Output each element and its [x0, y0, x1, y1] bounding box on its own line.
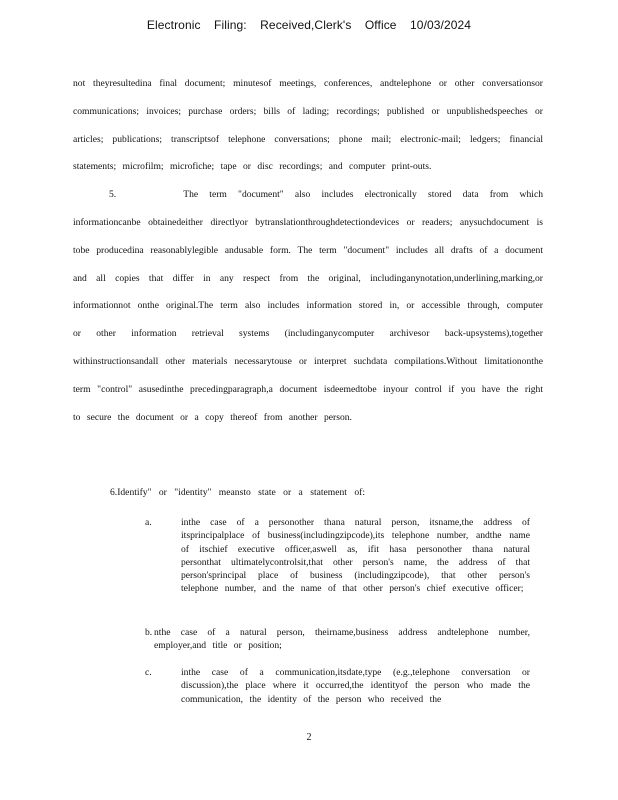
- continuation-paragraph: not theyresultedina final document; minutesof meetings, conferences, andtelephone or other conversationsor communications; invoices; purchase orders; bills of lading; recordings; published or unpublishedspeeches or articles; publications; transcriptsof telephone conversations; phone mail; electronic-mail; ledgers; financial statements; microfilm; microfiche; tape or disc recordings; and computer print-outs.: [73, 78, 543, 173]
- paragraph-number: 5.: [109, 189, 117, 201]
- document-body: [73, 70, 543, 431]
- definition-item-b: [145, 626, 530, 653]
- page-number: 2: [306, 732, 312, 743]
- paragraph-5-text: The term "document" also includes electronically stored data from which informationcanbe obtainedeither directlyor bytranslationthroughdetectiondevices or readers; anysuchdocument is tobe producedina reasonablylegible andusable form. The term "document" includes all drafts of a document and all copies that differ in any respect from the original, includinganynotation,underlining,marking,or informationnot onthe original.The term also includes information stored in, or accessible through, computer or other information retrieval systems (includinganycomputer archivesor back-upsystems),together withinstructionsandall other materials necessarytouse or interpret suchdata compilations.Without limitationonthe term "control" asusedinthe precedingparagraph,a document isdeemedtobe inyour control if you have the right to secure the document or a copy thereof from another person.: [73, 189, 543, 423]
- item-text: inthe case of a communication,itsdate,type (e.g.,telephone conversation or discussion),the place where it occurred,the identityof the person who made the communication, the identity of the person who received the: [181, 667, 530, 705]
- item-text-content: nthe case of a natural person, theirname,business address andtelephone number, employer,and title or position;: [154, 627, 530, 652]
- item-text: inthe case of a personother thana natural person, itsname,the address of itsprincipalplace of business(includingzipcode),its telephone number, andthe name of itschief executive officer,aswell as, ifit hasa personother thana natural personthat ultimatelycontrolsit,that other person's name, the address of that person'sprincipal place of business (includingzipcode), that other person's telephone number, and the name of that other person's chief executive officer;: [181, 517, 530, 595]
- definition-item-c: [145, 666, 530, 706]
- paragraph-5: [73, 181, 543, 431]
- item-label: b.: [145, 627, 153, 638]
- definition-heading: 6.Identify" or "identity" meansto state or a statement of:: [110, 487, 366, 498]
- item-text: [154, 626, 530, 653]
- filing-stamp-header: Electronic Filing: Received,Clerk's Office 10/03/2024: [146, 18, 472, 32]
- definition-item-a: [145, 516, 530, 596]
- item-label: a.: [145, 517, 152, 528]
- item-label: c.: [145, 667, 152, 678]
